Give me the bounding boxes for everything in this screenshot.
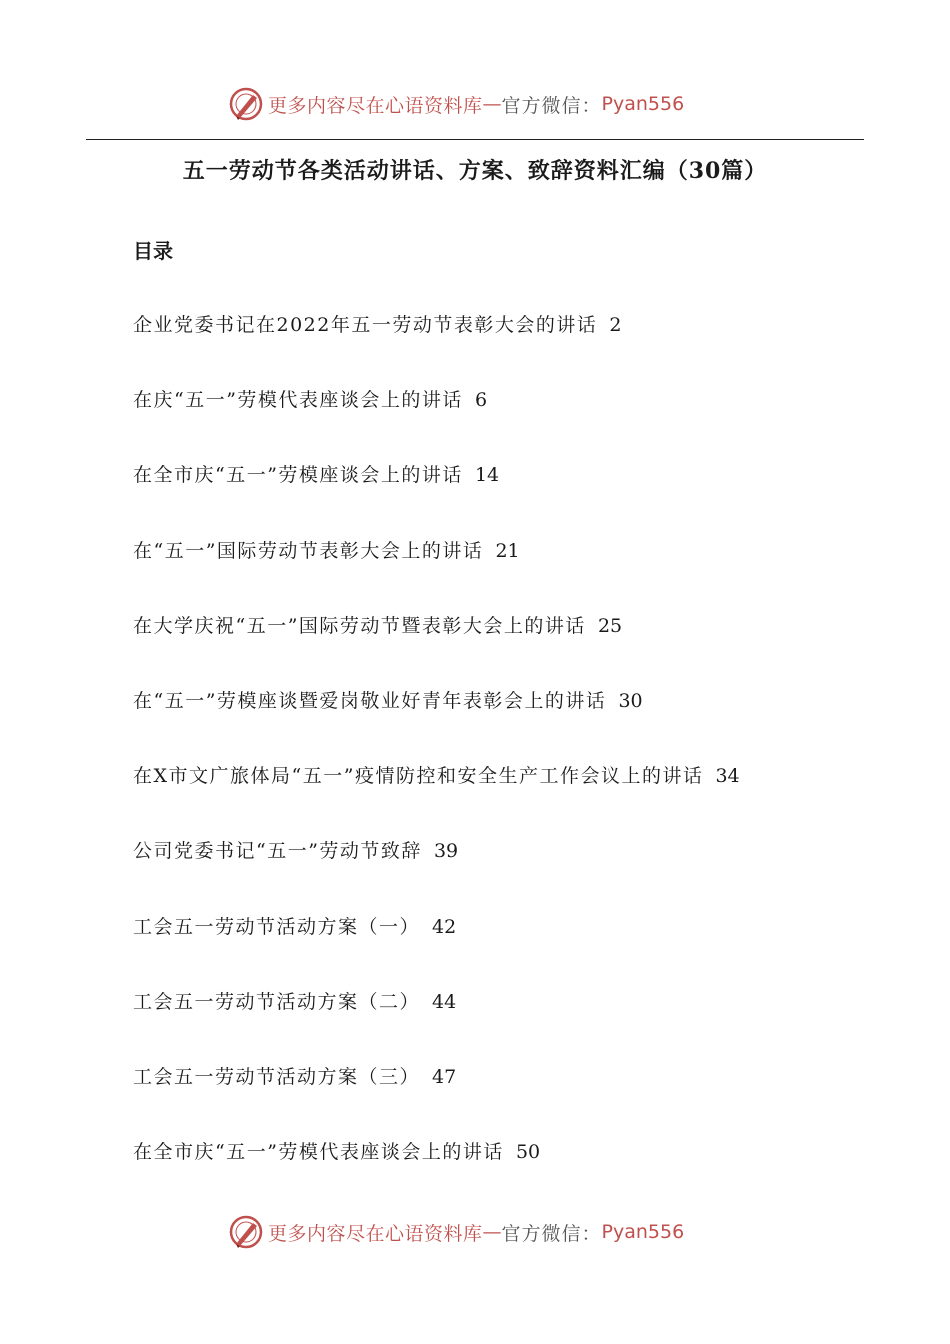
toc-item-page: 34	[715, 765, 740, 788]
header-divider	[86, 139, 864, 140]
toc-item-title: 在全市庆“五一”劳模代表座谈会上的讲话	[133, 1141, 504, 1164]
toc-item-page: 30	[618, 689, 643, 712]
wechat-label: 官方微信：	[501, 94, 602, 117]
toc-item-page: 6	[474, 389, 488, 412]
toc-item-title: 工会五一劳动节活动方案（三）	[133, 1065, 421, 1088]
brand-name: 更多内容尽在心语资料库	[268, 94, 483, 117]
toc-item-page: 42	[432, 915, 457, 938]
wechat-handle: Pyan556	[601, 93, 685, 115]
toc-item[interactable]	[133, 611, 740, 686]
toc-item-title: 公司党委书记“五一”劳动节致辞	[133, 840, 422, 863]
toc-item-page: 47	[432, 1065, 457, 1088]
brand-separator: —	[482, 93, 502, 115]
toc-item-title: 在全市庆“五一”劳模座谈会上的讲话	[133, 464, 463, 487]
toc-item-title: 在“五一”国际劳动节表彰大会上的讲话	[133, 539, 484, 562]
toc-item-title: 在X市文广旅体局“五一”疫情防控和安全生产工作会议上的讲话	[133, 765, 704, 788]
toc-heading: 目录	[133, 239, 173, 263]
toc-item-page: 25	[597, 614, 623, 637]
toc-item-page: 39	[433, 840, 459, 863]
toc-item-page: 14	[474, 464, 500, 487]
toc-item-page: 2	[609, 314, 622, 336]
toc-item[interactable]	[133, 460, 740, 535]
toc-item-page: 21	[495, 539, 520, 562]
pen-logo-icon	[228, 86, 264, 122]
table-of-contents	[133, 310, 740, 1212]
toc-item[interactable]	[133, 836, 740, 911]
document-title: 五一劳动节各类活动讲话、方案、致辞资料汇编（30篇）	[182, 158, 768, 184]
brand-name: 更多内容尽在心语资料库	[268, 1222, 483, 1245]
toc-item[interactable]	[133, 310, 740, 385]
header-watermark	[228, 84, 684, 124]
toc-item[interactable]	[133, 385, 740, 460]
toc-item-title: 在庆“五一”劳模代表座谈会上的讲话	[133, 389, 463, 412]
toc-item-title: 在大学庆祝“五一”国际劳动节暨表彰大会上的讲话	[133, 614, 586, 637]
toc-item[interactable]	[133, 1062, 740, 1137]
footer-watermark	[228, 1212, 684, 1252]
wechat-handle: Pyan556	[601, 1221, 685, 1243]
toc-item-title: 工会五一劳动节活动方案（二）	[133, 990, 421, 1013]
pen-logo-icon	[228, 1214, 264, 1250]
toc-item-title: 工会五一劳动节活动方案（一）	[133, 915, 421, 938]
toc-item-page: 44	[432, 990, 457, 1013]
toc-item[interactable]	[133, 536, 740, 611]
toc-item[interactable]	[133, 1137, 740, 1212]
wechat-label: 官方微信：	[501, 1222, 602, 1245]
toc-item-title: 企业党委书记在2022年五一劳动节表彰大会的讲话	[133, 314, 598, 336]
brand-separator: —	[482, 1221, 502, 1243]
toc-item[interactable]	[133, 761, 740, 836]
toc-item[interactable]	[133, 912, 740, 987]
toc-item-title: 在“五一”劳模座谈暨爱岗敬业好青年表彰会上的讲话	[133, 689, 607, 712]
toc-item[interactable]	[133, 686, 740, 761]
toc-item-page: 50	[515, 1141, 541, 1164]
toc-item[interactable]	[133, 987, 740, 1062]
